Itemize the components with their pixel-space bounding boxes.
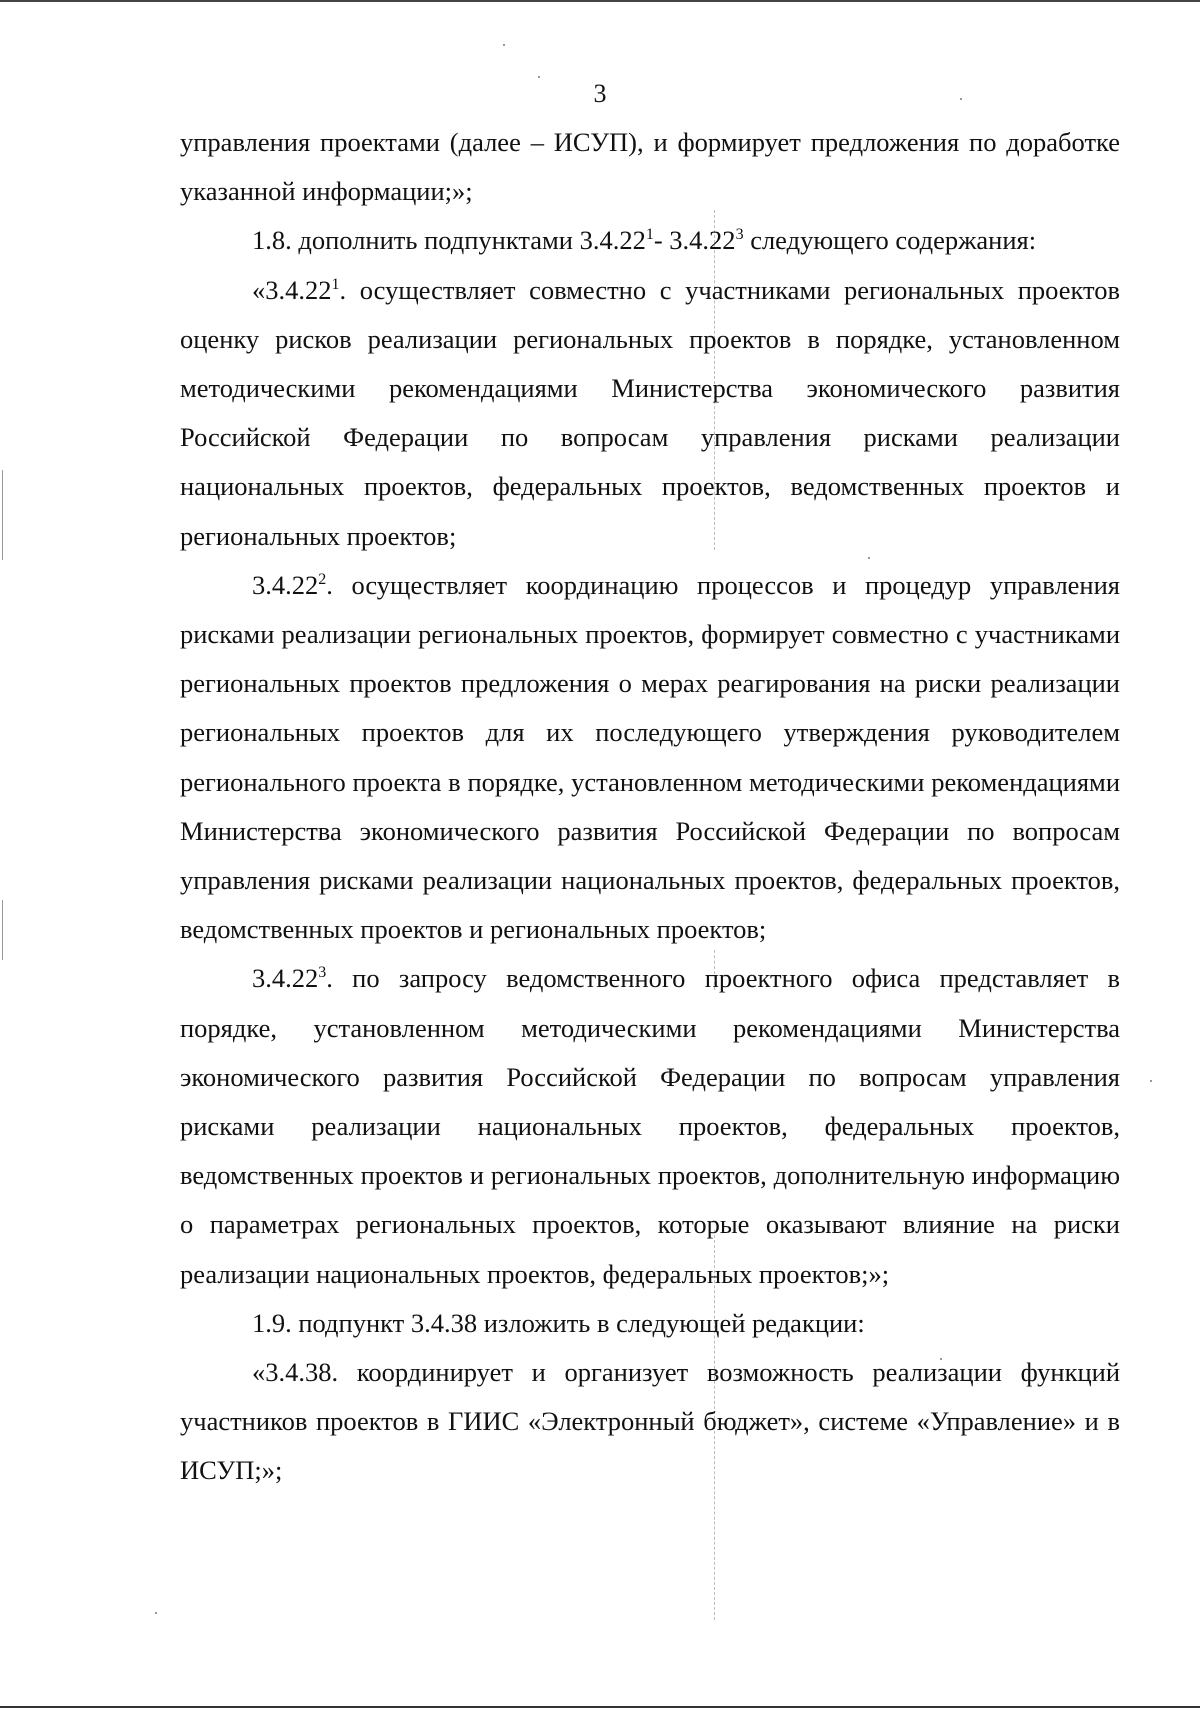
paragraph-text: - 3.4.22 [653,225,736,256]
superscript: 3 [318,964,327,982]
page-number: 3 [593,79,607,108]
paragraph-text: 3.4.22 [252,963,319,994]
paragraph-text: . осуществляет координацию процессов и процедур управления рисками реализации региональных проектов, формирует совместно с участниками региональных проектов предложения о мерах реагирования на риски реализации региональных проектов для их последующего утверждения руководителем регионального проекта в порядке, установленном методическими рекомендациями Министерства экономического развития Российской Федерации по вопросам управления рисками реализации национальных проектов, федеральных проектов, ведомственных проектов и региональных проектов; [180,569,1120,945]
scan-left-mark [2,900,3,960]
scan-bottom-edge [0,1706,1200,1708]
paragraph-item-3-4-38 [180,1348,1120,1496]
paragraph-item-1-9 [180,1299,1120,1348]
scan-speck [155,1612,157,1614]
paragraph-text: . по запросу ведомственного проектного офиса представляет в порядке, установленном методическими рекомендациями Министерства экономического развития Российской Федерации по вопросам управления рисками реализации национальных проектов, федеральных проектов, ведомственных проектов и региональных проектов, дополнительную информацию о параметрах региональных проектов, которые оказывают влияние на риски реализации национальных проектов, федеральных проектов;»; [180,963,1120,1289]
superscript: 1 [331,275,340,293]
superscript: 2 [318,570,327,588]
paragraph-text: управления проектами (далее – ИСУП), и формирует предложения по доработке указанной информации;»; [180,127,1120,207]
paragraph-text: 3.4.22 [252,569,319,600]
paragraph-item-3-4-22-2 [180,561,1120,955]
paragraph-text: . осуществляет совместно с участниками региональных проектов оценку рисков реализации региональных проектов в порядке, установленном методическими рекомендациями Министерства экономического развития Российской Федерации по вопросам управления рисками реализации национальных проектов, федеральных проектов, ведомственных проектов и региональных проектов; [180,274,1120,551]
paragraph-text: «3.4.38. координирует и организует возможность реализации функций участников проектов в ГИИС «Электронный бюджет», системе «Управление» и в ИСУП;»; [180,1357,1120,1486]
document-body [180,118,1120,1496]
paragraph-item-1-8 [180,216,1120,265]
superscript: 1 [645,226,654,244]
superscript: 3 [735,226,744,244]
paragraph-text: 1.8. дополнить подпунктами 3.4.22 [252,225,646,256]
paragraph-item-3-4-22-1 [180,266,1120,561]
scan-speck [503,44,505,46]
scan-speck [1150,1080,1152,1082]
scan-left-mark [2,470,3,560]
paragraph-text: 1.9. подпункт 3.4.38 изложить в следующей редакции: [252,1307,865,1338]
paragraph-item-3-4-22-3 [180,954,1120,1298]
scan-top-edge [0,0,1200,2]
paragraph-text: следующего содержания: [743,225,1037,256]
paragraph-continuation [180,118,1120,216]
paragraph-text: «3.4.22 [252,274,332,305]
